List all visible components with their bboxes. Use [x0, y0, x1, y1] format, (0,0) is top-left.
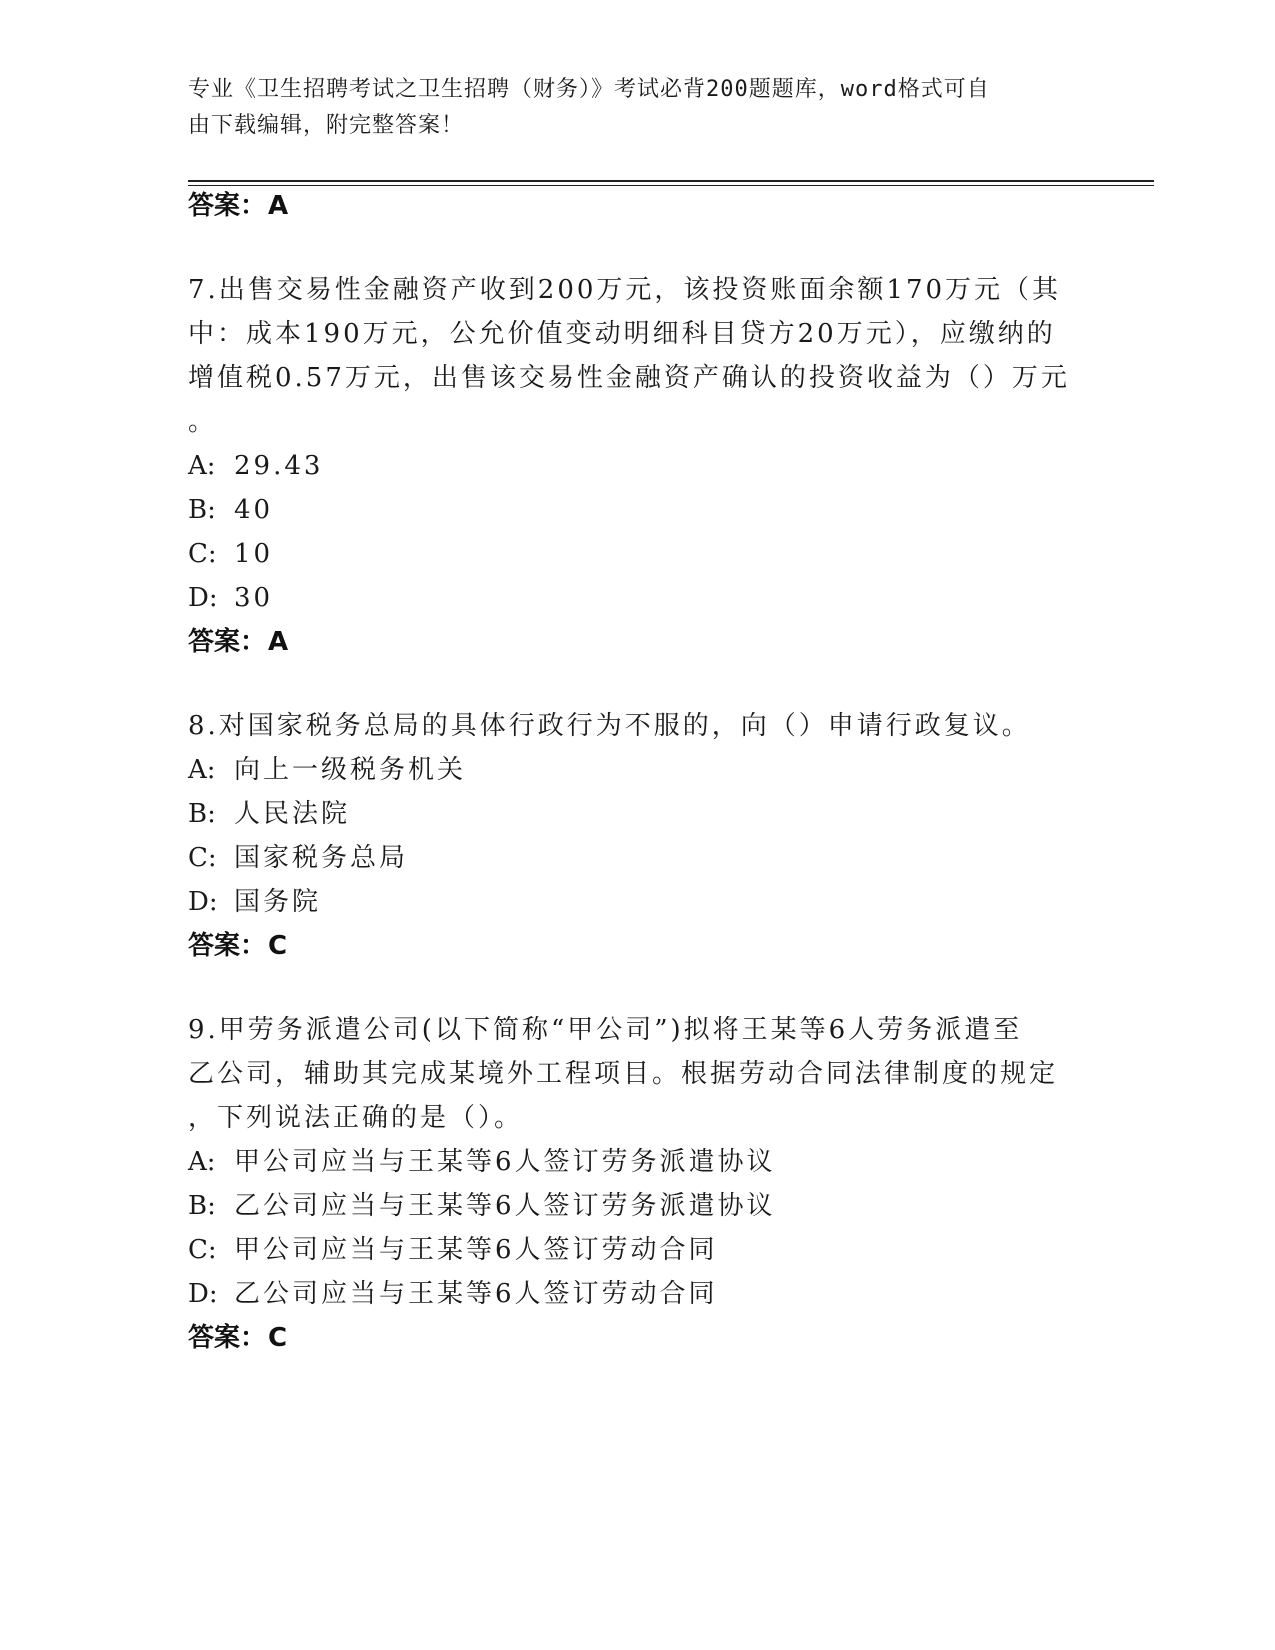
- question-7-line-3: 增值税0.57万元，出售该交易性金融资产确认的投资收益为（）万元: [188, 363, 1070, 393]
- question-8-option-d: [188, 886, 321, 918]
- header-line-2: 由下载编辑，附完整答案！: [188, 113, 465, 138]
- question-9-option-c: [188, 1234, 718, 1266]
- header-rule-thick: [188, 180, 1154, 182]
- header-line-1: 专业《卫生招聘考试之卫生招聘（财务）》考试必背200题题库，word格式可自: [188, 77, 990, 102]
- option-key: B:: [188, 495, 216, 525]
- question-7-option-c: [188, 538, 273, 570]
- option-text: 30: [234, 583, 274, 613]
- option-text: 40: [234, 495, 274, 525]
- option-key: B:: [188, 1191, 216, 1221]
- question-9-answer: [188, 1322, 287, 1354]
- page-header: [188, 72, 1068, 144]
- option-key: A:: [188, 451, 216, 481]
- option-key: D:: [188, 583, 218, 613]
- answer-value: C: [268, 931, 288, 961]
- answer-value: A: [268, 191, 289, 221]
- question-8-option-c: [188, 842, 408, 874]
- option-text: 向上一级税务机关: [234, 755, 467, 785]
- option-text: 乙公司应当与王某等6人签订劳动合同: [234, 1279, 718, 1309]
- header-rule-thin: [188, 185, 1154, 186]
- answer-value: C: [268, 1323, 288, 1353]
- option-text: 国务院: [234, 887, 322, 917]
- answer-label: 答案：: [188, 1323, 267, 1353]
- option-text: 乙公司应当与王某等6人签订劳务派遣协议: [234, 1191, 776, 1221]
- question-7-option-b: [188, 494, 273, 526]
- question-8-option-b: [188, 798, 350, 830]
- question-7-line-2: 中：成本190万元，公允价值变动明细科目贷方20万元），应缴纳的: [188, 319, 1056, 349]
- option-key: C:: [188, 1235, 217, 1265]
- option-text: 29.43: [234, 451, 324, 481]
- question-9-line-2: 乙公司，辅助其完成某境外工程项目。根据劳动合同法律制度的规定: [188, 1059, 1059, 1089]
- option-key: D:: [188, 1279, 218, 1309]
- question-7-answer: [188, 626, 288, 658]
- question-9-option-b: [188, 1190, 776, 1222]
- answer-label: 答案：: [188, 191, 267, 221]
- answer-label: 答案：: [188, 627, 267, 657]
- answer-label: 答案：: [188, 931, 267, 961]
- answer-prev: [188, 190, 288, 222]
- question-9-option-a: [188, 1146, 776, 1178]
- option-key: B:: [188, 799, 216, 829]
- question-9-line-3: ，下列说法正确的是（）。: [188, 1103, 524, 1133]
- option-key: C:: [188, 843, 217, 873]
- answer-value: A: [268, 627, 289, 657]
- option-text: 人民法院: [234, 799, 351, 829]
- question-8-answer: [188, 930, 287, 962]
- option-text: 国家税务总局: [234, 843, 409, 873]
- option-text: 10: [234, 539, 274, 569]
- option-key: D:: [188, 887, 218, 917]
- option-text: 甲公司应当与王某等6人签订劳务派遣协议: [234, 1147, 776, 1177]
- option-key: C:: [188, 539, 217, 569]
- question-7-line-1: 7.出售交易性金融资产收到200万元，该投资账面余额170万元（其: [188, 275, 1062, 305]
- question-8-option-a: [188, 754, 466, 786]
- question-9-line-1: 9.甲劳务派遣公司(以下简称“甲公司”)拟将王某等6人劳务派遣至: [188, 1015, 1023, 1045]
- option-key: A:: [188, 1147, 216, 1177]
- question-8-line-1: 8.对国家税务总局的具体行政行为不服的，向（）申请行政复议。: [188, 711, 1031, 741]
- question-7-line-4: 。: [188, 407, 218, 437]
- option-key: A:: [188, 755, 216, 785]
- question-7-option-d: [188, 582, 273, 614]
- question-7-option-a: [188, 450, 323, 482]
- question-9-option-d: [188, 1278, 718, 1310]
- option-text: 甲公司应当与王某等6人签订劳动合同: [234, 1235, 718, 1265]
